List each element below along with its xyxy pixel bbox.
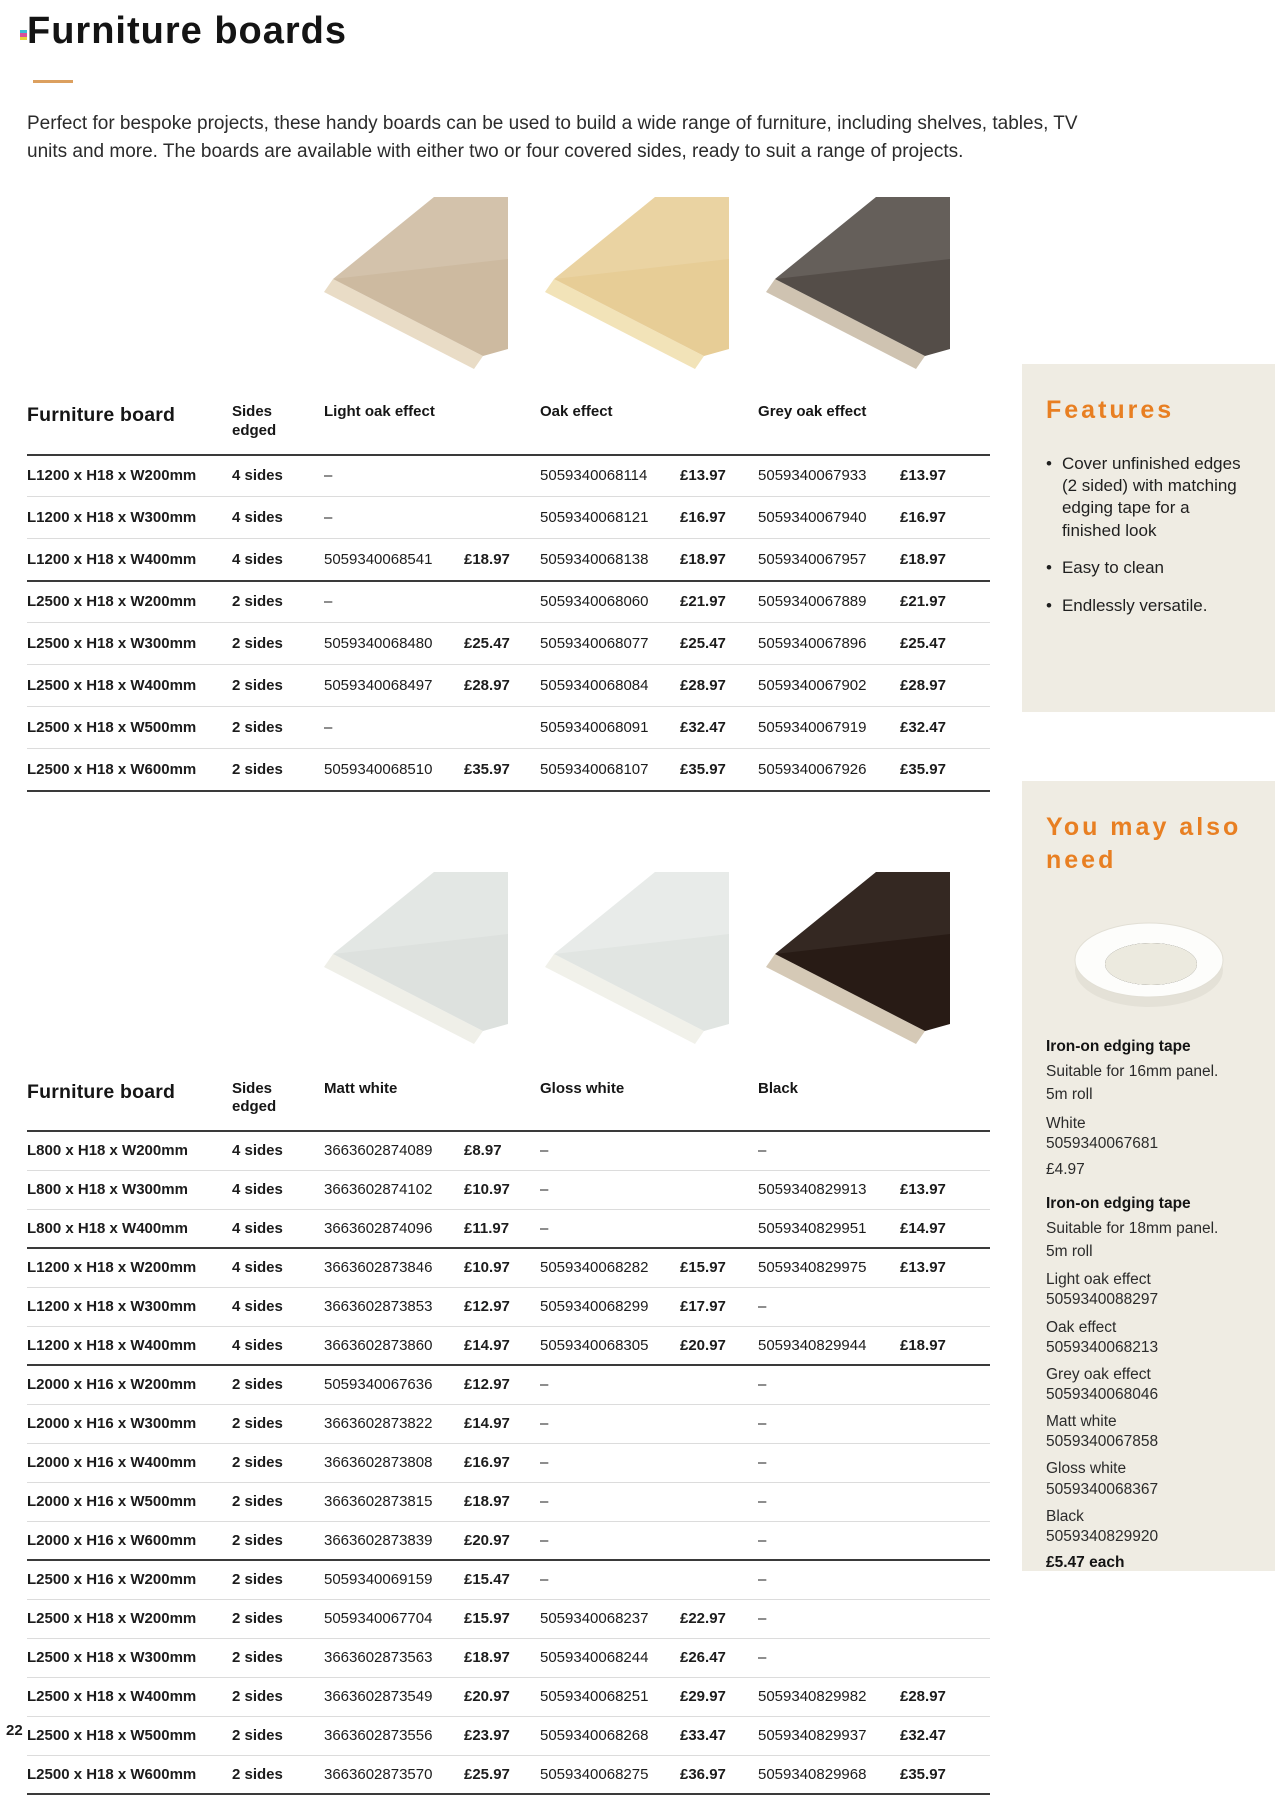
variant-code: 5059340068046 [1046, 1385, 1159, 1403]
row-dimension: L2000 x H16 x W600mm [27, 1521, 232, 1560]
product-code: 5059340068305 [540, 1326, 680, 1365]
table-row [27, 1209, 990, 1248]
product-code: – [324, 497, 464, 539]
product-code: 3663602873563 [324, 1638, 464, 1677]
features-panel [1022, 364, 1275, 712]
price: £29.97 [680, 1677, 758, 1716]
row-dimension: L2500 x H18 x W200mm [27, 1599, 232, 1638]
related-product-title: Iron-on edging tape [1046, 1038, 1191, 1055]
price: £35.97 [464, 749, 540, 791]
price: £14.97 [900, 1209, 990, 1248]
product-code: – [540, 1560, 680, 1599]
product-code: 5059340068138 [540, 539, 680, 581]
row-dimension: L2500 x H18 x W400mm [27, 665, 232, 707]
variant-code: 5059340067858 [1046, 1433, 1159, 1451]
table-row [27, 539, 990, 581]
product-code: – [758, 1560, 900, 1599]
price: £35.97 [900, 749, 990, 791]
table-row [27, 1482, 990, 1521]
sides-edged: 4 sides [232, 1209, 324, 1248]
related-product-variant [1046, 1318, 1251, 1358]
row-dimension: L2500 x H18 x W500mm [27, 1716, 232, 1755]
table-row [27, 1716, 990, 1755]
price: £18.97 [464, 1638, 540, 1677]
column-header-oak-effect: Oak effect [540, 403, 758, 455]
price: £14.97 [464, 1326, 540, 1365]
product-code: 5059340068541 [324, 539, 464, 581]
bullet-glyph: • [1046, 453, 1052, 473]
related-product-variant [1046, 1365, 1251, 1405]
product-code: 5059340067704 [324, 1599, 464, 1638]
price: £18.97 [900, 539, 990, 581]
print-mark-bar [20, 37, 27, 40]
product-code: 5059340067957 [758, 539, 900, 581]
price: £15.47 [464, 1560, 540, 1599]
product-code: 3663602873853 [324, 1287, 464, 1326]
table-row [27, 581, 990, 623]
price [464, 707, 540, 749]
related-product-price: £4.97 [1046, 1160, 1085, 1178]
row-dimension: L800 x H18 x W200mm [27, 1142, 188, 1160]
product-code: 5059340067940 [758, 497, 900, 539]
table-title: Furniture board [27, 403, 232, 455]
product-code: 5059340829968 [758, 1755, 900, 1794]
price: £33.47 [680, 1716, 758, 1755]
matt-white-board-image [324, 872, 508, 1044]
variant-name: Light oak effect [1046, 1271, 1151, 1289]
page-number: 22 [6, 1722, 23, 1739]
table-row [27, 1170, 990, 1209]
related-product-block [1046, 1195, 1251, 1572]
product-code: 5059340067919 [758, 707, 900, 749]
product-code: – [758, 1638, 900, 1677]
price: £12.97 [464, 1365, 540, 1404]
row-dimension: L800 x H18 x W300mm [27, 1170, 232, 1209]
table-row [27, 1755, 990, 1794]
table-row [27, 1560, 990, 1599]
price [680, 1521, 758, 1560]
feature-text: Cover unfinished edges (2 sided) with matching edging tape for a finished look [1061, 453, 1241, 540]
row-dimension: L2000 x H16 x W500mm [27, 1482, 232, 1521]
price: £36.97 [680, 1755, 758, 1794]
price: £12.97 [464, 1287, 540, 1326]
sides-edged: 2 sides [232, 1638, 324, 1677]
product-code: 3663602873570 [324, 1755, 464, 1794]
row-dimension: L1200 x H18 x W400mm [27, 539, 232, 581]
related-product-block [1046, 1038, 1251, 1179]
feature-bullet [1046, 557, 1251, 579]
price: £11.97 [464, 1209, 540, 1248]
row-dimension: L2500 x H18 x W600mm [27, 1755, 232, 1794]
price [900, 1521, 990, 1560]
price: £28.97 [900, 1677, 990, 1716]
price: £16.97 [464, 1443, 540, 1482]
price [900, 1443, 990, 1482]
price: £13.97 [680, 467, 726, 485]
row-dimension: L2500 x H18 x W200mm [27, 581, 232, 623]
product-code: 5059340068091 [540, 707, 680, 749]
product-code: – [758, 1521, 900, 1560]
grey-oak-effect-board-image [766, 197, 950, 369]
row-dimension: L2000 x H16 x W400mm [27, 1443, 232, 1482]
price: £16.97 [680, 497, 758, 539]
product-code: 5059340068084 [540, 665, 680, 707]
product-code: 5059340068114 [540, 467, 648, 485]
product-code: 5059340068268 [540, 1716, 680, 1755]
product-code: – [758, 1365, 900, 1404]
row-dimension: L2500 x H18 x W300mm [27, 623, 232, 665]
variant-name: Grey oak effect [1046, 1365, 1151, 1383]
product-code: 3663602874089 [324, 1142, 433, 1160]
price: £20.97 [464, 1677, 540, 1716]
related-product-description: Suitable for 18mm panel. [1046, 1219, 1219, 1237]
sides-edged: 2 sides [232, 665, 324, 707]
product-code: – [758, 1142, 767, 1160]
price: £21.97 [900, 581, 990, 623]
column-header-black: Black [758, 1080, 990, 1132]
row-dimension: L2000 x H16 x W200mm [27, 1365, 232, 1404]
sides-edged: 2 sides [232, 749, 324, 791]
feature-text: Endlessly versatile. [1061, 595, 1208, 615]
product-code: 5059340067889 [758, 581, 900, 623]
related-product-title: Iron-on edging tape [1046, 1194, 1191, 1212]
product-code: 5059340068282 [540, 1248, 680, 1287]
product-code: – [540, 1142, 549, 1160]
title-accent-dash [33, 80, 73, 83]
print-registration-mark [20, 30, 27, 40]
column-header-matt-white: Matt white [324, 1080, 540, 1132]
sides-edged: 4 sides [232, 497, 324, 539]
variant-code: 5059340068213 [1046, 1338, 1159, 1356]
sides-edged: 2 sides [232, 1599, 324, 1638]
row-dimension: L2500 x H18 x W500mm [27, 707, 232, 749]
price [680, 1404, 758, 1443]
row-dimension: L1200 x H18 x W200mm [27, 1248, 232, 1287]
price: £32.47 [900, 1716, 990, 1755]
price: £32.47 [900, 707, 990, 749]
sides-edged: 4 sides [232, 1326, 324, 1365]
row-dimension: L1200 x H18 x W300mm [27, 497, 232, 539]
product-code: – [324, 707, 464, 749]
black-board-image [766, 872, 950, 1044]
price [680, 1482, 758, 1521]
product-code: 5059340069159 [324, 1560, 464, 1599]
product-code: 5059340068251 [540, 1677, 680, 1716]
you-may-also-need-panel [1022, 781, 1275, 1571]
page-title: Furniture boards [27, 10, 348, 52]
table-row [27, 623, 990, 665]
sides-edged: 2 sides [232, 1365, 324, 1404]
intro-paragraph: Perfect for bespoke projects, these handy boards can be used to build a wide range of furniture, including shelves, tables, TV units and more. The boards are available with either two or four covered sides, ready to suit a range of projects. [27, 113, 1078, 162]
row-dimension: L1200 x H18 x W200mm [27, 467, 197, 485]
sides-edged: 4 sides [232, 1170, 324, 1209]
product-code: 3663602873822 [324, 1404, 464, 1443]
product-code: 5059340829937 [758, 1716, 900, 1755]
price: £25.97 [464, 1755, 540, 1794]
variant-code: 5059340088297 [1046, 1291, 1159, 1309]
row-dimension: L1200 x H18 x W300mm [27, 1287, 232, 1326]
table-row [27, 1677, 990, 1716]
product-code: 5059340068107 [540, 749, 680, 791]
product-code: – [758, 1404, 900, 1443]
row-dimension: L1200 x H18 x W400mm [27, 1326, 232, 1365]
related-product-description: Suitable for 16mm panel. [1046, 1063, 1219, 1080]
sides-edged: 2 sides [232, 1677, 324, 1716]
price: £13.97 [900, 467, 946, 485]
product-code: 5059340068060 [540, 581, 680, 623]
table-row [27, 707, 990, 749]
table-row [27, 1248, 990, 1287]
product-code: 5059340068121 [540, 497, 680, 539]
product-code: – [540, 1482, 680, 1521]
sides-edged: 2 sides [232, 1482, 324, 1521]
product-code: 3663602873808 [324, 1443, 464, 1482]
product-code: 5059340068510 [324, 749, 464, 791]
price [900, 1404, 990, 1443]
related-product-variant [1046, 1459, 1251, 1499]
product-code: – [758, 1443, 900, 1482]
table-row [27, 1521, 990, 1560]
product-code: 3663602873556 [324, 1716, 464, 1755]
sides-edged: 2 sides [232, 1521, 324, 1560]
price: £20.97 [680, 1326, 758, 1365]
product-code: 5059340068244 [540, 1638, 680, 1677]
price: £10.97 [464, 1248, 540, 1287]
column-header-sides-edged: Sides edged [232, 1080, 324, 1132]
related-product-price: £5.47 each [1046, 1553, 1125, 1571]
product-code: 3663602873846 [324, 1248, 464, 1287]
feature-text: Easy to clean [1061, 558, 1165, 578]
bullet-glyph: • [1046, 558, 1052, 578]
variant-name: Gloss white [1046, 1460, 1127, 1478]
row-dimension: L2000 x H16 x W300mm [27, 1404, 232, 1443]
you-may-also-need-heading: You may also need [1046, 813, 1242, 874]
product-code: – [324, 581, 464, 623]
price: £13.97 [900, 1170, 990, 1209]
product-code: 5059340829951 [758, 1209, 900, 1248]
price [464, 497, 540, 539]
product-code: 5059340068299 [540, 1287, 680, 1326]
price: £28.97 [464, 665, 540, 707]
sides-edged: 2 sides [232, 1716, 324, 1755]
price [900, 1638, 990, 1677]
price: £15.97 [464, 1599, 540, 1638]
sides-edged: 4 sides [232, 1287, 324, 1326]
column-header-gloss-white: Gloss white [540, 1080, 758, 1132]
price: £16.97 [900, 497, 990, 539]
table-row [27, 1326, 990, 1365]
price: £26.47 [680, 1638, 758, 1677]
price [680, 1209, 758, 1248]
sides-edged: 2 sides [232, 581, 324, 623]
variant-code: 5059340068367 [1046, 1480, 1159, 1498]
oak-effect-board-image [545, 197, 729, 369]
product-code: 3663602873549 [324, 1677, 464, 1716]
product-code: 3663602873860 [324, 1326, 464, 1365]
product-code: 5059340068237 [540, 1599, 680, 1638]
row-dimension: L2500 x H18 x W300mm [27, 1638, 232, 1677]
product-code: – [540, 1443, 680, 1482]
price: £18.97 [464, 1482, 540, 1521]
edging-tape-roll-image [1054, 902, 1244, 1022]
price: £18.97 [680, 539, 758, 581]
price [900, 1131, 990, 1170]
price: £22.97 [680, 1599, 758, 1638]
price: £10.97 [464, 1170, 540, 1209]
related-product-variant [1046, 1270, 1251, 1310]
product-code: – [324, 467, 333, 485]
price: £13.97 [900, 1248, 990, 1287]
table-row [27, 1287, 990, 1326]
table-row [27, 1365, 990, 1404]
sides-edged: 2 sides [232, 1560, 324, 1599]
price [900, 1482, 990, 1521]
product-code: – [540, 1365, 680, 1404]
related-product-description: 5m roll [1046, 1086, 1093, 1104]
sides-edged: 4 sides [232, 539, 324, 581]
price [900, 1599, 990, 1638]
product-code: 5059340067926 [758, 749, 900, 791]
variant-code: 5059340067681 [1046, 1134, 1159, 1152]
price [900, 1365, 990, 1404]
table-row [27, 497, 990, 539]
product-code: – [758, 1482, 900, 1521]
price: £28.97 [680, 665, 758, 707]
price [464, 455, 540, 497]
price [680, 1443, 758, 1482]
product-code: 5059340067896 [758, 623, 900, 665]
furniture-board-table-wood-effects [27, 403, 990, 792]
product-code: 5059340068275 [540, 1755, 680, 1794]
sides-edged: 2 sides [232, 1443, 324, 1482]
product-code: 3663602874096 [324, 1209, 464, 1248]
table-row [27, 1404, 990, 1443]
product-code: – [540, 1521, 680, 1560]
price: £15.97 [680, 1248, 758, 1287]
board-images-row-1 [324, 197, 1280, 369]
product-code: 5059340068077 [540, 623, 680, 665]
price: £18.97 [900, 1326, 990, 1365]
price: £35.97 [680, 749, 758, 791]
table-row [27, 665, 990, 707]
price: £28.97 [900, 665, 990, 707]
variant-name: White [1046, 1114, 1086, 1132]
price: £25.47 [464, 623, 540, 665]
product-code: 5059340829944 [758, 1326, 900, 1365]
price [680, 1560, 758, 1599]
price: £8.97 [464, 1142, 502, 1160]
price [680, 1365, 758, 1404]
product-code: 5059340829982 [758, 1677, 900, 1716]
price: £18.97 [464, 539, 540, 581]
variant-name: Matt white [1046, 1413, 1117, 1431]
product-code: – [758, 1287, 900, 1326]
price: £20.97 [464, 1521, 540, 1560]
price: £25.47 [900, 623, 990, 665]
table-title: Furniture board [27, 1080, 232, 1132]
product-code: 3663602874102 [324, 1170, 464, 1209]
product-code: 3663602873839 [324, 1521, 464, 1560]
bullet-glyph: • [1046, 595, 1052, 615]
price: £23.97 [464, 1716, 540, 1755]
price: £32.47 [680, 707, 758, 749]
furniture-board-table-white-black [27, 1080, 990, 1795]
row-dimension: L800 x H18 x W400mm [27, 1209, 232, 1248]
related-product-variant [1046, 1114, 1251, 1154]
column-header-grey-oak-effect: Grey oak effect [758, 403, 990, 455]
price: £25.47 [680, 623, 758, 665]
sides-edged: 2 sides [232, 1755, 324, 1794]
product-code: 5059340067902 [758, 665, 900, 707]
features-heading: Features [1046, 396, 1175, 424]
price [680, 1131, 758, 1170]
sides-edged: 2 sides [232, 1404, 324, 1443]
price [900, 1560, 990, 1599]
table1-body [27, 455, 990, 791]
product-code: 5059340067933 [758, 467, 867, 485]
row-dimension: L2500 x H18 x W400mm [27, 1677, 232, 1716]
table-row [27, 455, 990, 497]
table-row [27, 1599, 990, 1638]
product-code: 5059340067636 [324, 1365, 464, 1404]
price [464, 581, 540, 623]
features-list [1046, 453, 1251, 618]
gloss-white-board-image [545, 872, 729, 1044]
table2-body [27, 1131, 990, 1794]
product-code: – [758, 1599, 900, 1638]
product-code: – [540, 1404, 680, 1443]
price: £14.97 [464, 1404, 540, 1443]
related-product-variant [1046, 1412, 1251, 1452]
related-product-description: 5m roll [1046, 1243, 1093, 1261]
row-dimension: L2500 x H16 x W200mm [27, 1560, 232, 1599]
price: £21.97 [680, 581, 758, 623]
variant-code: 5059340829920 [1046, 1527, 1159, 1545]
sides-edged: 2 sides [232, 623, 324, 665]
price: £17.97 [680, 1287, 758, 1326]
table-row [27, 749, 990, 791]
variant-name: Oak effect [1046, 1318, 1117, 1336]
product-code: 5059340068480 [324, 623, 464, 665]
sides-edged: 4 sides [232, 1248, 324, 1287]
table-row [27, 1638, 990, 1677]
product-code: 5059340829913 [758, 1170, 900, 1209]
column-header-sides-edged: Sides edged [232, 403, 324, 455]
product-code: – [540, 1170, 680, 1209]
product-code: 5059340068497 [324, 665, 464, 707]
product-code: – [540, 1209, 680, 1248]
table-row [27, 1443, 990, 1482]
variant-name: Black [1046, 1507, 1084, 1525]
product-code: 5059340829975 [758, 1248, 900, 1287]
price [900, 1287, 990, 1326]
you-may-also-need-items [1046, 1038, 1251, 1572]
row-dimension: L2500 x H18 x W600mm [27, 749, 232, 791]
price: £35.97 [900, 1755, 990, 1794]
sides-edged: 4 sides [232, 1142, 283, 1160]
light-oak-effect-board-image [324, 197, 508, 369]
table-row [27, 1131, 990, 1170]
price [680, 1170, 758, 1209]
product-code: 3663602873815 [324, 1482, 464, 1521]
related-product-variant [1046, 1507, 1251, 1547]
feature-bullet [1046, 595, 1251, 617]
sides-edged: 2 sides [232, 707, 324, 749]
column-header-light-oak-effect: Light oak effect [324, 403, 540, 455]
sides-edged: 4 sides [232, 467, 283, 485]
feature-bullet [1046, 453, 1251, 543]
